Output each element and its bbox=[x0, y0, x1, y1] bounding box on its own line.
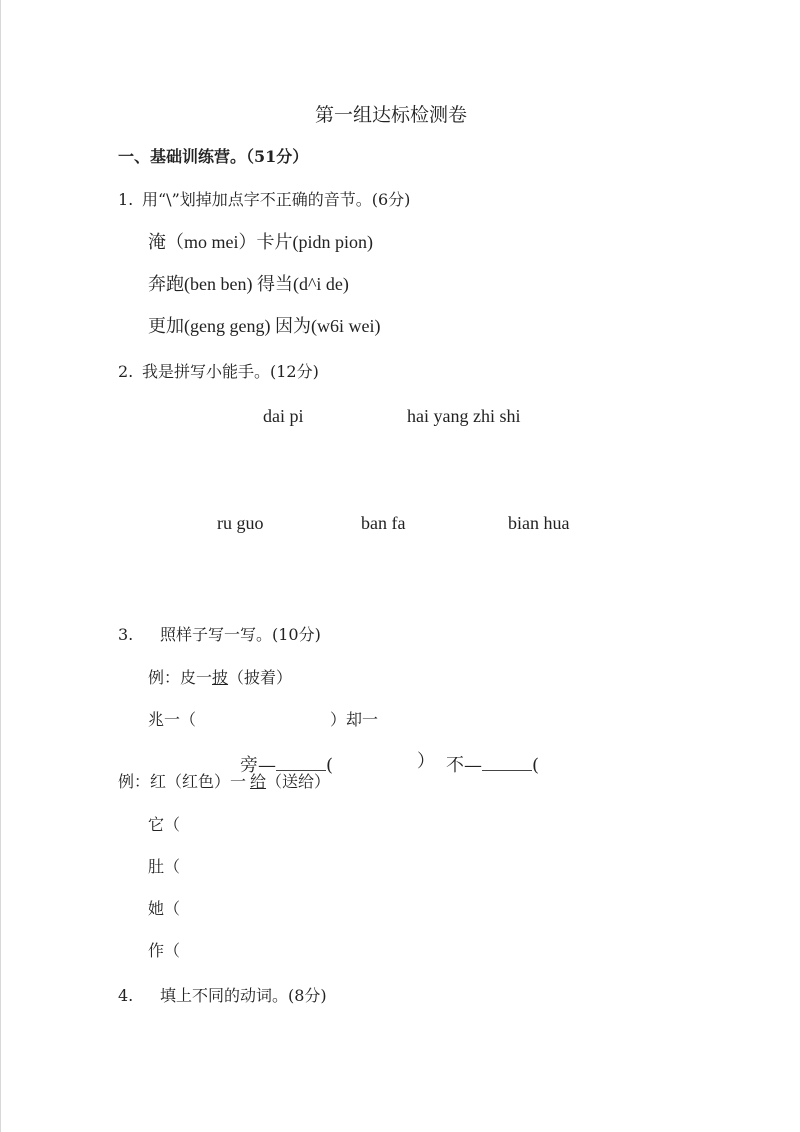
answer-blank[interactable] bbox=[482, 752, 532, 771]
page-title: 第一组达标检测卷 bbox=[315, 104, 468, 126]
q3-row-1-right: ）却一 bbox=[330, 710, 379, 729]
example-1 bbox=[148, 668, 292, 688]
example-2-prefix: 例：红（红色）一 bbox=[118, 772, 247, 791]
section-heading: 一、基础训练营。（51分） bbox=[118, 147, 309, 166]
example-2-answer: 给 bbox=[250, 772, 267, 791]
example-1-answer: 披 bbox=[212, 668, 229, 687]
pinyin-word: dai pi bbox=[263, 406, 304, 426]
question-3-text: 照样子写一写。(10分) bbox=[160, 625, 321, 644]
q3-char-2: 肚（ bbox=[148, 857, 181, 876]
q1-row-3: 更加(geng geng) 因为(w6i wei) bbox=[148, 316, 381, 336]
question-3-number: 3. bbox=[118, 625, 134, 644]
question-4-number: 4. bbox=[118, 986, 134, 1005]
example-2-suffix: （送给） bbox=[266, 772, 331, 791]
question-1-text: 用“\”划掉加点字不正确的音节。(6分) bbox=[142, 190, 411, 209]
q3-row-2-right: 不— ( bbox=[446, 752, 539, 776]
question-4-text: 填上不同的动词。(8分) bbox=[160, 986, 327, 1005]
q3-row-2-left: 旁— ( bbox=[240, 752, 333, 776]
q1-row-1: 淹（mo mei）卡片(pidn pion) bbox=[148, 232, 373, 252]
pinyin-word: hai yang zhi shi bbox=[407, 406, 521, 426]
pinyin-word: bian hua bbox=[508, 513, 570, 533]
pinyin-word: ru guo bbox=[217, 513, 264, 533]
question-2-number: 2. bbox=[118, 362, 134, 381]
q3-row-1-left: 兆一（ bbox=[148, 710, 197, 729]
answer-blank[interactable] bbox=[276, 752, 326, 771]
q1-row-2: 奔跑(ben ben) 得当(d^i de) bbox=[148, 274, 349, 294]
example-1-suffix: （披着） bbox=[228, 668, 293, 687]
example-2 bbox=[118, 772, 330, 792]
page-edge bbox=[0, 0, 1, 1132]
question-1-number: 1. bbox=[118, 190, 134, 209]
q3-row-2-mid-close: ） bbox=[417, 751, 435, 772]
q3-char-3: 她（ bbox=[148, 899, 181, 918]
q3-char-4: 作（ bbox=[148, 941, 181, 960]
pinyin-word: ban fa bbox=[361, 513, 406, 533]
example-1-prefix: 例：皮一 bbox=[148, 668, 213, 687]
q3-char-1: 它（ bbox=[148, 815, 181, 834]
question-2-text: 我是拼写小能手。(12分) bbox=[142, 362, 319, 381]
